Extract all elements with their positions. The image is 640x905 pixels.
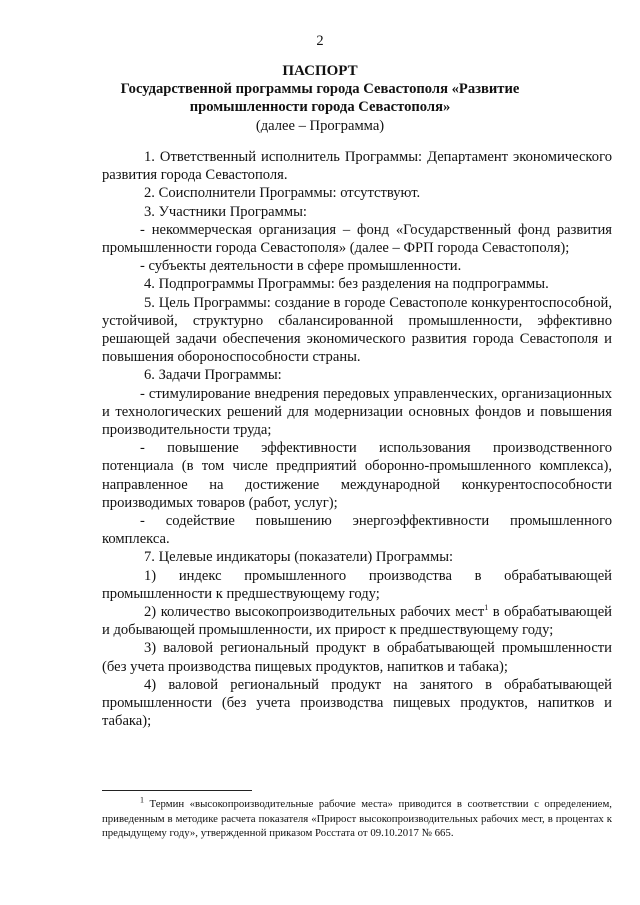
paragraph-indicator-3: 3) валовой региональный продукт в обрабатывающей промышленности (без учета производства пищевых продуктов, напитков и табака); (102, 640, 612, 675)
indicator-2-text: 2) количество высокопроизводительных рабочих мест (144, 604, 485, 621)
paragraph-indicator-4: 4) валовой региональный продукт на занятого в обрабатывающей промышленности (без учета производства пищевых продуктов, напитков и табака); (102, 676, 612, 730)
paragraph-task-2: - повышение эффективности использования производственного потенциала (в том числе предприятий оборонно-промышленного комплекса), направленное на достижение международной конкурентоспособности производимых товаров (работ, услуг); (102, 440, 612, 511)
paragraph-participants: 3. Участники Программы: (144, 203, 307, 220)
footnote-reference: 1 (484, 603, 489, 613)
footnote (102, 797, 612, 841)
paragraph-task-1: - стимулирование внедрения передовых управленческих, организационных и технологических решений для модернизации основных фондов и повышения производительности труда; (102, 385, 612, 439)
document-subtitle-line1: Государственной программы города Севастополя «Развитие (120, 81, 520, 97)
document-body (102, 148, 612, 731)
document-subtitle-line2: промышленности города Севастополя» (189, 99, 451, 115)
paragraph-participant-subjects: - субъекты деятельности в сфере промышленности. (140, 258, 462, 275)
paragraph-tasks: 6. Задачи Программы: (144, 367, 282, 384)
footnote-divider (102, 790, 252, 791)
indicator-2-text-cont: в обрабатывающей и добывающей промышленности, их прирост к предшествующему году; (102, 604, 612, 639)
paragraph-participant-fund: - некоммерческая организация – фонд «Государственный фонд развития промышленности города Севастополя» (далее – ФРП города Севастополя); (102, 221, 612, 257)
paragraph-co-executors: 2. Соисполнители Программы: отсутствуют. (144, 185, 421, 202)
footnote-text: Термин «высокопроизводительные рабочие места» приводится в соответствии с определением, приведенным в методике расчета показателя «Прирост высокопроизводительных рабочих мест, в процентах к предыдущему году», утвержденной приказом Росстата от 09.10.2017 № 665. (102, 798, 612, 839)
page-number: 2 (316, 33, 324, 49)
footnote-mark: 1 (140, 795, 144, 805)
paragraph-responsible-executor: 1. Ответственный исполнитель Программы: Департамент экономического развития города Севастополя. (102, 149, 612, 184)
paragraph-indicator-1: 1) индекс промышленного производства в обрабатывающей промышленности к предшествующему году; (102, 567, 612, 602)
document-title: ПАСПОРТ (282, 63, 358, 79)
paragraph-indicators: 7. Целевые индикаторы (показатели) Программы: (144, 549, 454, 566)
paragraph-goal: 5. Цель Программы: создание в городе Севастополе конкурентоспособной, устойчивой, структурно сбалансированной промышленности, эффективно решающей задачи обеспечения экономического развития города Севастополя и повышения обороноспособности страны. (102, 294, 612, 366)
document-subtitle-note: (далее – Программа) (255, 118, 385, 134)
paragraph-indicator-2 (102, 603, 612, 639)
paragraph-subprograms: 4. Подпрограммы Программы: без разделения на подпрограммы. (144, 276, 549, 293)
paragraph-task-3: - содействие повышению энергоэффективности промышленного комплекса. (102, 513, 612, 548)
